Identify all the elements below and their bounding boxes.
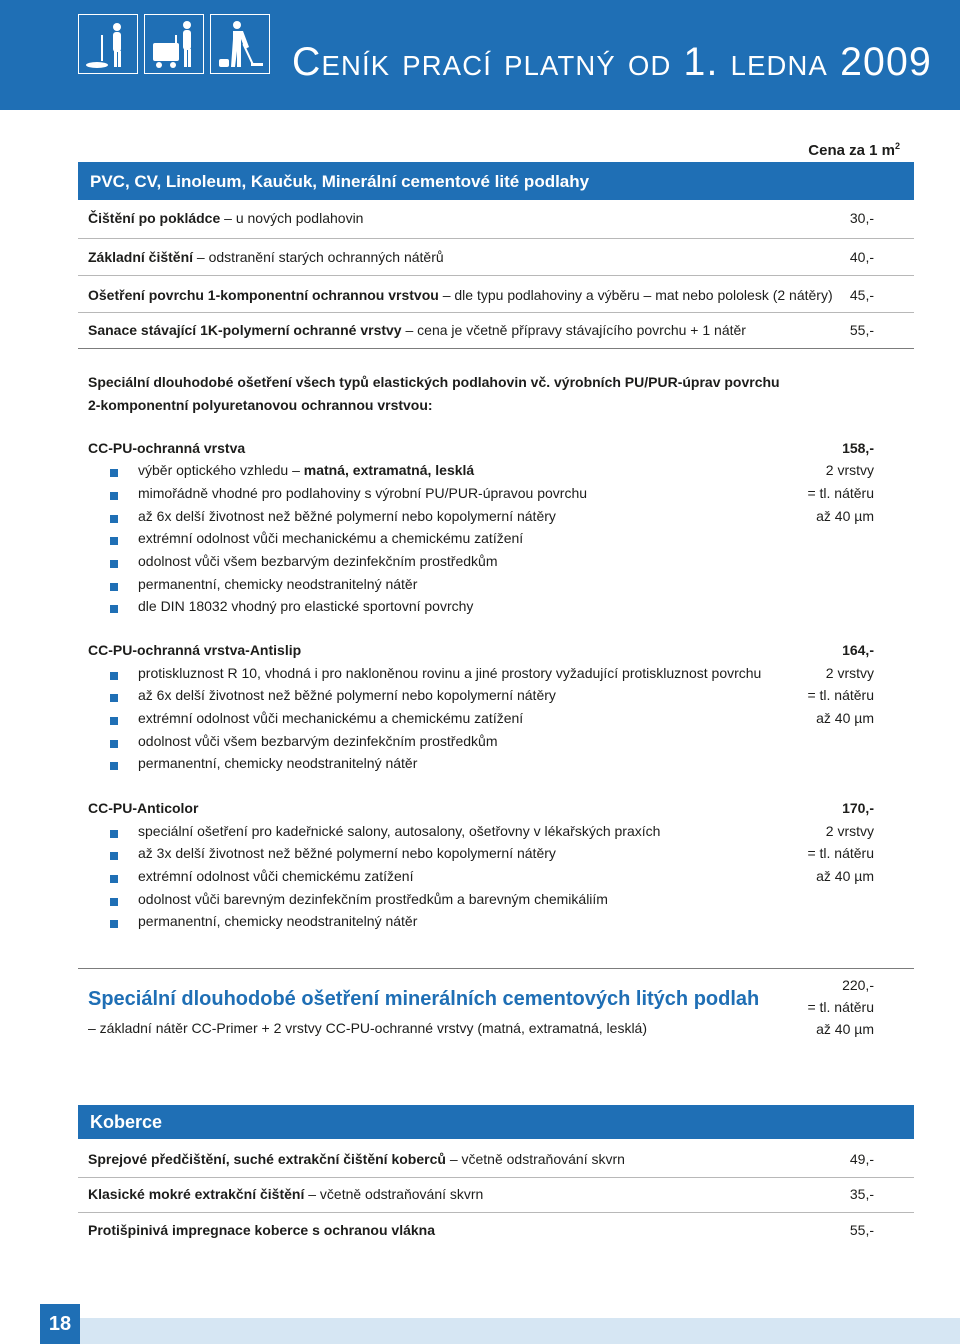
spec-value: až 40 µm	[816, 710, 874, 726]
special-intro: Speciální dlouhodobé ošetření všech typů elastických podlahovin vč. výrobních PU/PUR-úprav povrchu	[88, 374, 780, 390]
bullet-icon	[110, 920, 118, 928]
price-value: 40,-	[849, 249, 874, 265]
bullet-icon	[110, 762, 118, 770]
spec-value: = tl. nátěru	[807, 485, 874, 501]
divider	[78, 312, 914, 313]
divider	[78, 348, 914, 349]
bullet-icon	[110, 537, 118, 545]
section-title-mineral: Speciální dlouhodobé ošetření minerálních cementových litých podlah	[88, 988, 760, 1010]
bullet-icon	[110, 672, 118, 680]
price-value: 158,-	[842, 440, 874, 456]
divider	[78, 238, 914, 239]
bullet-item: extrémní odolnost vůči mechanickému a chemickému zatížení	[138, 710, 524, 726]
floor-polisher-icon	[78, 14, 138, 74]
spec-value: 2 vrstvy	[825, 665, 874, 681]
spec-value: až 40 µm	[816, 508, 874, 524]
bullet-icon	[110, 830, 118, 838]
price-row: Sprejové předčištění, suché extrakční čištění koberců – včetně odstraňování skvrn	[88, 1151, 625, 1167]
spec-value: 2 vrstvy	[825, 823, 874, 839]
bullet-item: extrémní odolnost vůči chemickému zatížení	[138, 868, 414, 884]
spec-value: 2 vrstvy	[825, 462, 874, 478]
cleaning-machine-icon	[144, 14, 204, 74]
price-value: 55,-	[849, 1222, 874, 1238]
bullet-icon	[110, 583, 118, 591]
spec-value: až 40 µm	[816, 868, 874, 884]
bullet-item: dle DIN 18032 vhodný pro elastické sportovní povrchy	[138, 598, 474, 614]
spec-value: = tl. nátěru	[807, 687, 874, 703]
bullet-item: odolnost vůči barevným dezinfekčním prostředkům a barevným chemikáliím	[138, 891, 608, 907]
bullet-icon	[110, 492, 118, 500]
product-name: CC-PU-ochranná vrstva-Antislip	[88, 642, 302, 658]
bullet-icon	[110, 605, 118, 613]
bullet-item: permanentní, chemicky neodstranitelný nátěr	[138, 913, 418, 929]
bullet-item: permanentní, chemicky neodstranitelný nátěr	[138, 576, 418, 592]
section-title: Koberce	[90, 1112, 163, 1132]
price-row: Sanace stávající 1K-polymerní ochranné vrstvy – cena je včetně přípravy stávajícího povrchu + 1 nátěr	[88, 322, 746, 338]
section-header-pvc	[78, 162, 914, 200]
bullet-item: speciální ošetření pro kadeřnické salony, autosalony, ošetřovny v lékařských praxích	[138, 823, 661, 839]
divider	[78, 968, 914, 969]
bullet-icon	[110, 898, 118, 906]
price-value: 170,-	[842, 800, 874, 816]
bullet-icon	[110, 560, 118, 568]
divider	[78, 275, 914, 276]
section-title: PVC, CV, Linoleum, Kaučuk, Minerální cementové lité podlahy	[90, 172, 590, 191]
bullet-icon	[110, 717, 118, 725]
divider	[78, 1177, 914, 1178]
price-row: Základní čištění – odstranění starých ochranných nátěrů	[88, 249, 444, 265]
price-value: 164,-	[842, 642, 874, 658]
bullet-item: odolnost vůči všem bezbarvým dezinfekčním prostředkům	[138, 553, 498, 569]
price-value: 55,-	[849, 322, 874, 338]
spec-value: až 40 µm	[816, 1021, 874, 1037]
page-title: Ceník prací platný od 1. ledna 2009	[292, 40, 932, 84]
price-value: 45,-	[849, 287, 874, 303]
logo	[78, 14, 270, 74]
bullet-icon	[110, 515, 118, 523]
bullet-icon	[110, 694, 118, 702]
header-bar	[0, 0, 960, 110]
bullet-icon	[110, 469, 118, 477]
page-number: 18	[40, 1304, 80, 1344]
bullet-item: mimořádně vhodné pro podlahoviny s výrobní PU/PUR-úpravou povrchu	[138, 485, 588, 501]
vacuum-worker-icon	[210, 14, 270, 74]
bullet-item: odolnost vůči všem bezbarvým dezinfekčním prostředkům	[138, 733, 498, 749]
special-intro: 2-komponentní polyuretanovou ochrannou vrstvou:	[88, 397, 433, 413]
price-value: 220,-	[842, 977, 874, 993]
bullet-icon	[110, 740, 118, 748]
product-name: CC-PU-Anticolor	[88, 800, 199, 816]
price-value: 30,-	[849, 210, 874, 226]
product-name: CC-PU-ochranná vrstva	[88, 440, 246, 456]
section-header-carpets	[78, 1105, 914, 1139]
bullet-item: až 3x delší životnost než běžné polymerní nebo kopolymerní nátěry	[138, 845, 556, 861]
price-row: Čištění po pokládce – u nových podlahovin	[88, 210, 364, 226]
bullet-icon	[110, 852, 118, 860]
bullet-item: výběr optického vzhledu – matná, extramatná, lesklá	[138, 462, 475, 478]
bullet-item: až 6x delší životnost než běžné polymerní nebo kopolymerní nátěry	[138, 508, 556, 524]
bullet-item: až 6x delší životnost než běžné polymerní nebo kopolymerní nátěry	[138, 687, 556, 703]
price-column-label: Cena za 1 $m^2$	[808, 141, 900, 159]
footer-strip	[80, 1318, 960, 1344]
price-value: 35,-	[849, 1186, 874, 1202]
bullet-item: permanentní, chemicky neodstranitelný nátěr	[138, 755, 418, 771]
price-row: Klasické mokré extrakční čištění – včetně odstraňování skvrn	[88, 1186, 484, 1202]
bullet-item: extrémní odolnost vůči mechanickému a chemickému zatížení	[138, 530, 524, 546]
price-value: 49,-	[849, 1151, 874, 1167]
spec-value: = tl. nátěru	[807, 845, 874, 861]
divider	[78, 1212, 914, 1213]
spec-value: = tl. nátěru	[807, 999, 874, 1015]
bullet-icon	[110, 875, 118, 883]
price-row: Protišpinivá impregnace koberce s ochranou vlákna	[88, 1222, 436, 1238]
bullet-item: protiskluznost R 10, vhodná i pro nakloněnou rovinu a jiné prostory vyžadující protiskluznost povrchu	[138, 665, 762, 681]
section-description: – základní nátěr CC-Primer + 2 vrstvy CC-PU-ochranné vrstvy (matná, extramatná, lesklá)	[88, 1020, 648, 1036]
price-row: Ošetření povrchu 1-komponentní ochrannou vrstvou – dle typu podlahoviny a výběru – mat nebo pololesk (2 nátěry)	[88, 287, 833, 303]
